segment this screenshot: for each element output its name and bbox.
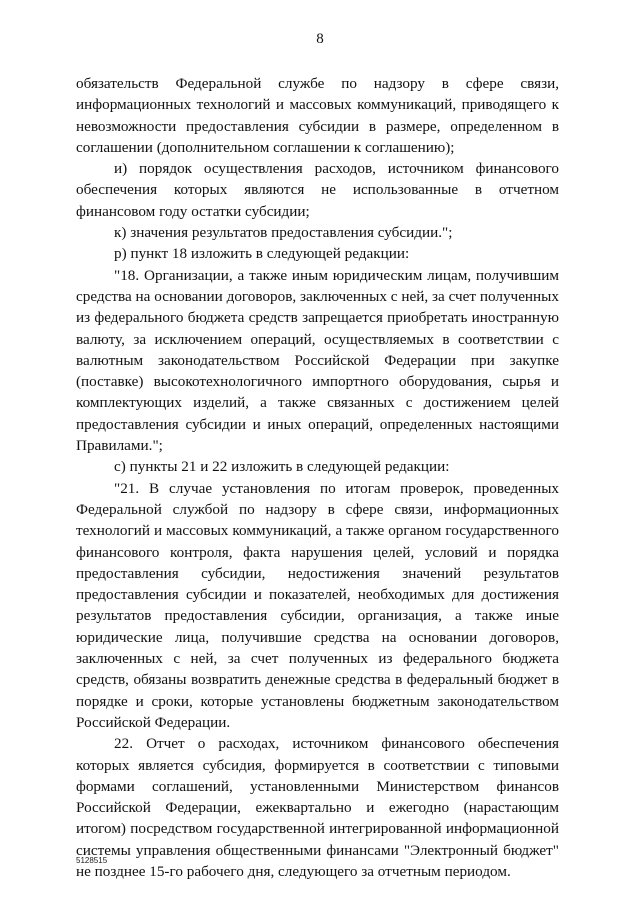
paragraph-clause-22: 22. Отчет о расходах, источником финансового обеспечения которых является субсидия, формируется в соответствии с типовыми формами соглашений, установленными Министерством финансов Российской Федерации, ежеквартально и ежегодно (нарастающим итогом) посредством государственной интегрированной информационной системы управления общественными финансами "Электронный бюджет" не позднее 15-го рабочего дня, следующего за отчетным периодом.	[76, 735, 559, 880]
page-number: 8	[316, 31, 324, 47]
paragraph-item-s: с) пункты 21 и 22 изложить в следующей редакции:	[114, 458, 450, 476]
paragraph-continuation: обязательств Федеральной службе по надзору в сфере связи, информационных технологий и массовых коммуникаций, приводящего к невозможности предоставления субсидии в размере, определенном в соглашении (дополнительном соглашении к соглашению);	[76, 75, 559, 156]
paragraph-item-r: р) пункт 18 изложить в следующей редакции:	[114, 245, 410, 263]
paragraph-clause-21: "21. В случае установления по итогам проверок, проведенных Федеральной службой по надзору в сфере связи, информационных технологий и массовых коммуникаций, а также органом государственного финансового контроля, факта нарушения целей, условий и порядка предоставления субсидии, недостижения значений результатов предоставления субсидии и показателей, необходимых для достижения результатов предоставления субсидии, организация, а также иные юридические лица, получившие средства на основании договоров, заключенных с ней, за счет полученных из федерального бюджета средств, обязаны возвратить денежные средства в федеральный бюджет в порядке и сроки, которые установлены бюджетным законодательством Российской Федерации.	[76, 479, 559, 731]
document-id: 5128515	[76, 856, 108, 865]
paragraph-clause-18: "18. Организации, а также иным юридическим лицам, получившим средства на основании договоров, заключенных с ней, за счет полученных из федерального бюджета средств запрещается приобретать иностранную валюту, за исключением операций, осуществляемых в соответствии с валютным законодательством Российской Федерации при закупке (поставке) высокотехнологичного импортного оборудования, сырья и комплектующих изделий, а также связанных с достижением целей предоставления субсидии и иных операций, определенных настоящими Правилами.";	[76, 266, 559, 455]
paragraph-item-i: и) порядок осуществления расходов, источником финансового обеспечения которых являются не использованные в отчетном финансовом году остатки субсидии;	[76, 160, 559, 220]
paragraph-item-k: к) значения результатов предоставления субсидии.";	[114, 224, 453, 242]
document-body	[76, 73, 559, 882]
